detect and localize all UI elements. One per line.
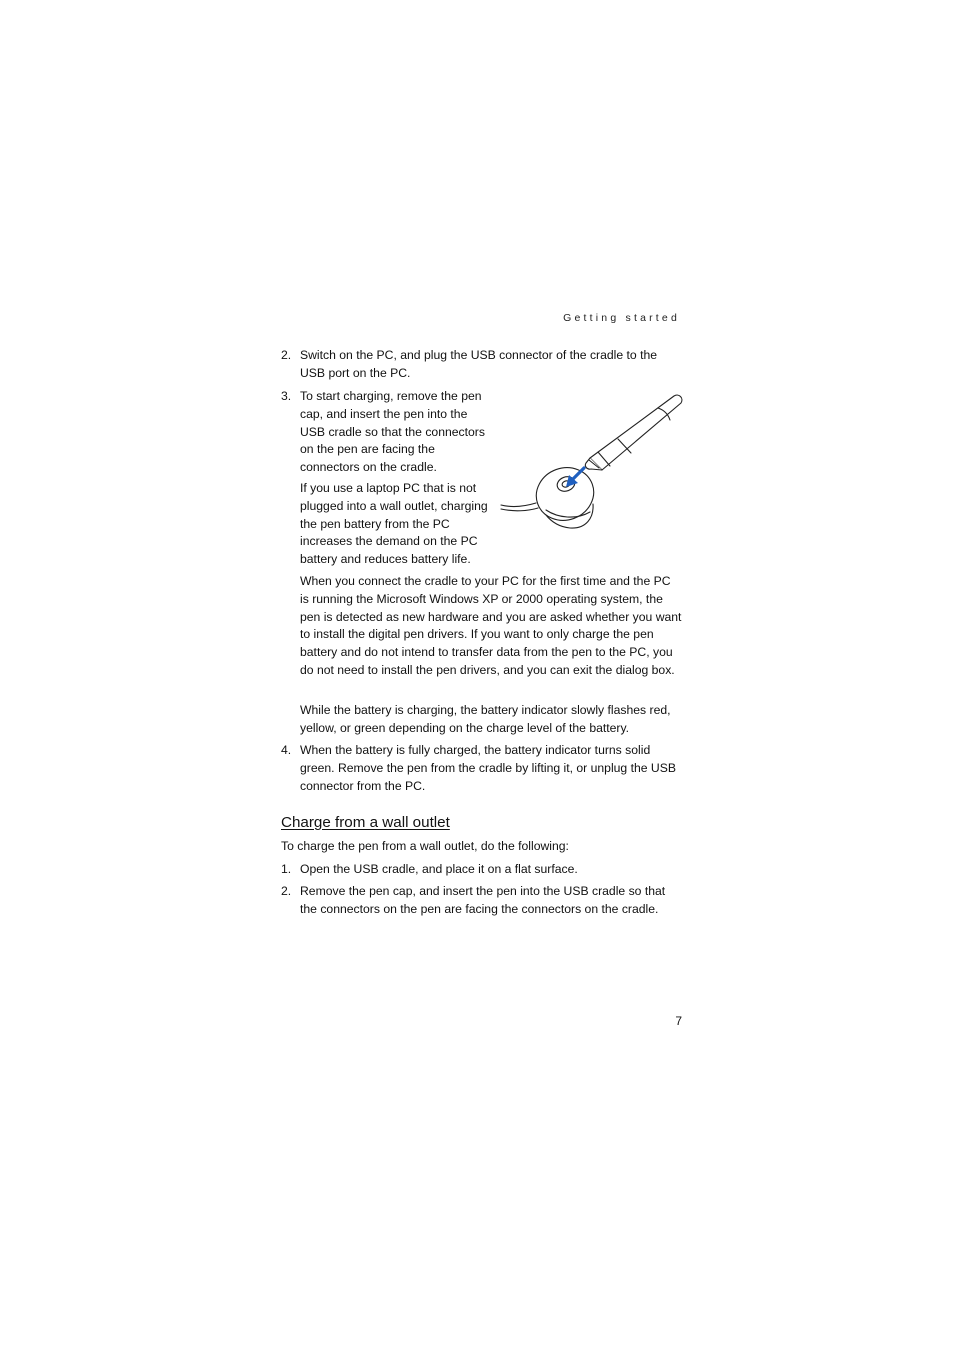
pen-cradle-icon	[498, 390, 684, 532]
step-text: To start charging, remove the pen cap, and insert the pen into the USB cradle so that the connectors on the pen are facing the connectors on the cradle.	[300, 389, 485, 475]
section-intro: To charge the pen from a wall outlet, do the following:	[281, 839, 569, 853]
list-item	[281, 742, 681, 796]
list-item	[281, 861, 681, 879]
note-paragraph: If you use a laptop PC that is not plugged into a wall outlet, charging the pen battery from the PC increases the demand on the PC battery and reduces battery life.	[300, 481, 488, 567]
step-number: 2.	[281, 348, 292, 362]
step-text: When the battery is fully charged, the battery indicator turns solid green. Remove the pen from the cradle by lifting it, or unplug the USB connector from the PC.	[300, 743, 676, 793]
step-number: 1.	[281, 862, 292, 876]
section-heading: Charge from a wall outlet	[281, 814, 450, 831]
step-number: 3.	[281, 389, 292, 403]
note-paragraph: While the battery is charging, the battery indicator slowly flashes red, yellow, or green depending on the charge level of the battery.	[300, 703, 671, 735]
page-number: 7	[675, 1014, 682, 1028]
note-paragraph: When you connect the cradle to your PC for the first time and the PC is running the Microsoft Windows XP or 2000 operating system, the pen is detected as new hardware and you are asked whether you want to install the digital pen drivers. If you want to only charge the pen battery and do not intend to transfer data from the pen to the PC, you do not need to install the pen drivers, and you can exit the dialog box.	[300, 574, 682, 677]
step-text: Open the USB cradle, and place it on a flat surface.	[300, 862, 578, 876]
step-text: Remove the pen cap, and insert the pen into the USB cradle so that the connectors on the pen are facing the connectors on the cradle.	[300, 884, 666, 916]
running-header: Getting started	[563, 312, 680, 324]
step-number: 2.	[281, 884, 292, 898]
list-item	[281, 883, 681, 919]
step-text: Switch on the PC, and plug the USB connector of the cradle to the USB port on the PC.	[300, 348, 658, 380]
list-item	[281, 347, 681, 383]
step-number: 4.	[281, 743, 292, 757]
